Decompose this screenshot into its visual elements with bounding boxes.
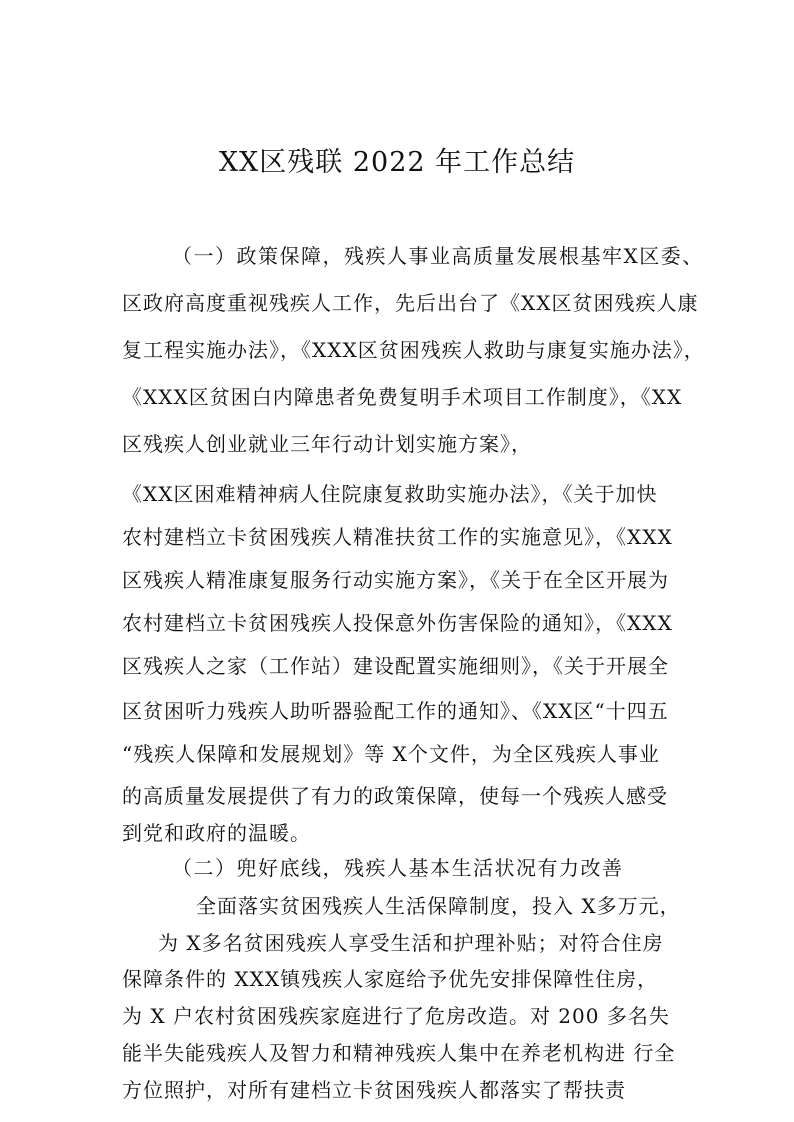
- paragraph-line: 全面落实贫困残疾人生活保障制度，投入 X多万元，: [196, 894, 681, 918]
- paragraph-line: 区残疾人精准康复服务行动实施方案》，《关于在全区开展为: [122, 568, 669, 592]
- paragraph-line: 方位照护，对所有建档立卡贫困残疾人都落实了帮扶责: [122, 1078, 626, 1102]
- section2-heading: （二）兜好底线，残疾人基本生活状况有力改善: [172, 856, 624, 880]
- paragraph-line: 农村建档立卡贫困残疾人投保意外伤害保险的通知》，《XXX: [122, 611, 673, 635]
- paragraph-line: 区贫困听力残疾人助听器验配工作的通知》、《XX区“十四五: [122, 699, 669, 723]
- paragraph-line: 《XX区困难精神病人住院康复救助实施办法》，《关于加快: [122, 482, 658, 506]
- section1-heading-line: （一）政策保障，残疾人事业高质量发展根基牢X区委、: [172, 244, 704, 268]
- paragraph-line: 为 X 户农村贫困残疾家庭进行了危房改造。对 200 多名失: [122, 1004, 670, 1028]
- paragraph-line: 为 X多名贫困残疾人享受生活和护理补贴；对符合住房: [158, 931, 664, 955]
- paragraph-line: 《XXX区贫困白内障患者免费复明手术项目工作制度》，《XX: [122, 385, 683, 409]
- document-title: XX区残联 2022 年工作总结: [218, 147, 576, 178]
- paragraph-line: 保障条件的 XXX镇残疾人家庭给予优先安排保障性住房，: [122, 967, 659, 991]
- paragraph-line: 区残疾人之家（工作站）建设配置实施细则》，《关于开展全: [122, 654, 669, 678]
- paragraph-line: 农村建档立卡贫困残疾人精准扶贫工作的实施意见》，《XXX: [122, 525, 673, 549]
- paragraph-line: 能半失能残疾人及智力和精神残疾人集中在养老机构进 行全: [122, 1041, 676, 1065]
- paragraph-line: 复工程实施办法》，《XXX区贫困残疾人救助与康复实施办法》，: [122, 338, 705, 362]
- paragraph-line: “残疾人保障和发展规划》等 X个文件，为全区残疾人事业: [122, 742, 660, 766]
- paragraph-line: 区残疾人创业就业三年行动计划实施方案》，: [122, 432, 532, 456]
- paragraph-line: 区政府高度重视残疾人工作，先后出台了《XX区贫困残疾人康: [122, 291, 699, 315]
- paragraph-line: 的高质量发展提供了有力的政策保障，使每一个残疾人感受: [122, 784, 668, 808]
- paragraph-line: 到党和政府的温暖。: [122, 821, 311, 845]
